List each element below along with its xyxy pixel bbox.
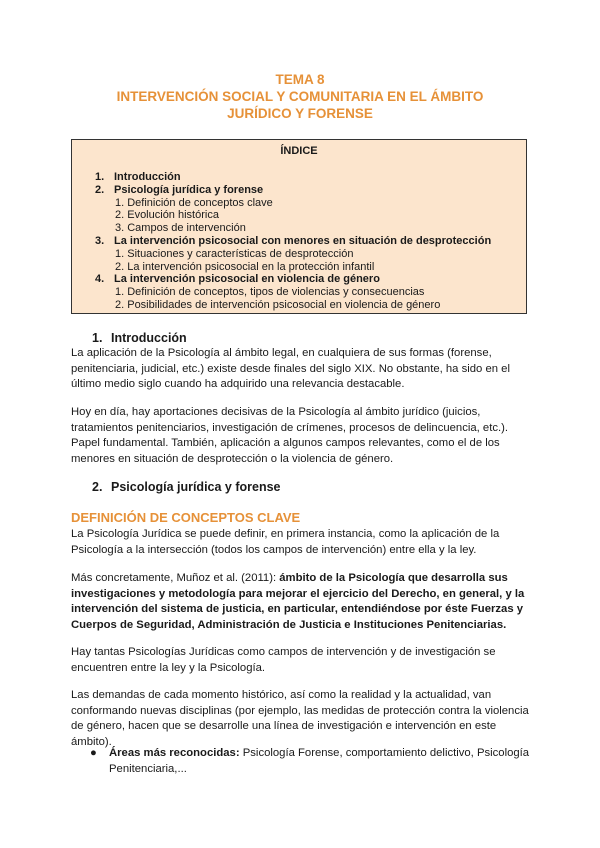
index-subitem: 2. Posibilidades de intervención psicosocial en violencia de género <box>115 298 441 311</box>
document-title <box>0 71 600 122</box>
section-2-paragraph-3: Hay tantas Psicologías Jurídicas como campos de intervención y de investigación se encuentren entre la ley y la Psicología. <box>71 646 496 674</box>
index-heading: ÍNDICE <box>280 145 318 157</box>
section-1-paragraph-1: La aplicación de la Psicología al ámbito legal, en cualquiera de sus formas (forense, penitenciaria, judicial, etc.) existe desde finales del siglo XIX. No obstante, ha sido en el último medio siglo cuando ha adquirido una relevancia destacable. <box>71 347 510 391</box>
index-subitem: 2. La intervención psicosocial en la protección infantil <box>115 260 375 273</box>
bullet-text: Áreas más reconocidas: Psicología Forense, comportamiento delictivo, Psicología Penitenciaria,... <box>109 747 530 775</box>
definition-heading: DEFINICIÓN DE CONCEPTOS CLAVE <box>71 510 301 525</box>
section-2-heading: 2. Psicología jurídica y forense <box>92 480 281 494</box>
index-subitem: 2. Evolución histórica <box>115 209 219 222</box>
section-2-paragraph-2 <box>71 571 531 633</box>
definition-bold: ámbito de la Psicología que desarrolla sus investigaciones y metodología para mejorar el ejercicio del Derecho, en general, y la intervención del sistema de justicia, en particular, entendiéndose por éste Fuerzas y Cuerpos de Seguridad, Administración de Justicia e Instituciones Penitenciarias. <box>71 572 525 631</box>
section-1-paragraph-2: Hoy en día, hay aportaciones decisivas de la Psicología al ámbito jurídico (juicios, tratamientos penitenciarios, investigación de crímenes, procesos de delincuencia, etc.). Papel fundamental. También, aplicación a algunos campos relevantes, como el de los menores en situación de desprotección o la violencia de género. <box>71 406 509 465</box>
index-list <box>95 171 515 312</box>
bullet-dot-icon: ● <box>90 747 97 759</box>
title-line-1: TEMA 8 <box>275 72 325 87</box>
index-item-4: 4. La intervención psicosocial en violencia de género <box>95 273 380 286</box>
title-line-2: INTERVENCIÓN SOCIAL Y COMUNITARIA EN EL ÁMBITO <box>116 89 484 104</box>
section-1-heading: 1. Introducción <box>92 331 187 345</box>
index-box <box>71 139 527 314</box>
index-subitem: 1. Definición de conceptos clave <box>115 196 273 209</box>
index-subitem: 1. Situaciones y características de desprotección <box>115 247 354 260</box>
section-2-paragraph-4: Las demandas de cada momento histórico, así como la realidad y la actualidad, van conformando nuevas disciplinas (por ejemplo, las medidas de protección contra la violencia de género, hacen que se desarrolle una línea de investigación e intervención en este ámbito). <box>71 689 529 748</box>
section-2-paragraph-1: La Psicología Jurídica se puede definir, en primera instancia, como la aplicación de la Psicología a la intersección (todos los campos de intervención) entre ella y la ley. <box>71 528 500 556</box>
index-subitem: 1. Definición de conceptos, tipos de violencias y consecuencias <box>115 286 425 299</box>
title-line-3: JURÍDICO Y FORENSE <box>227 106 373 121</box>
citation-lead: Más concretamente, Muñoz et al. (2011): <box>71 572 280 584</box>
bullet-label: Áreas más reconocidas: <box>109 747 240 759</box>
index-subitem: 3. Campos de intervención <box>115 222 246 235</box>
index-item-2: 2. Psicología jurídica y forense <box>95 183 264 196</box>
index-item-1: 1. Introducción <box>95 171 181 183</box>
index-item-3: 3. La intervención psicosocial con menores en situación de desprotección <box>95 234 492 247</box>
